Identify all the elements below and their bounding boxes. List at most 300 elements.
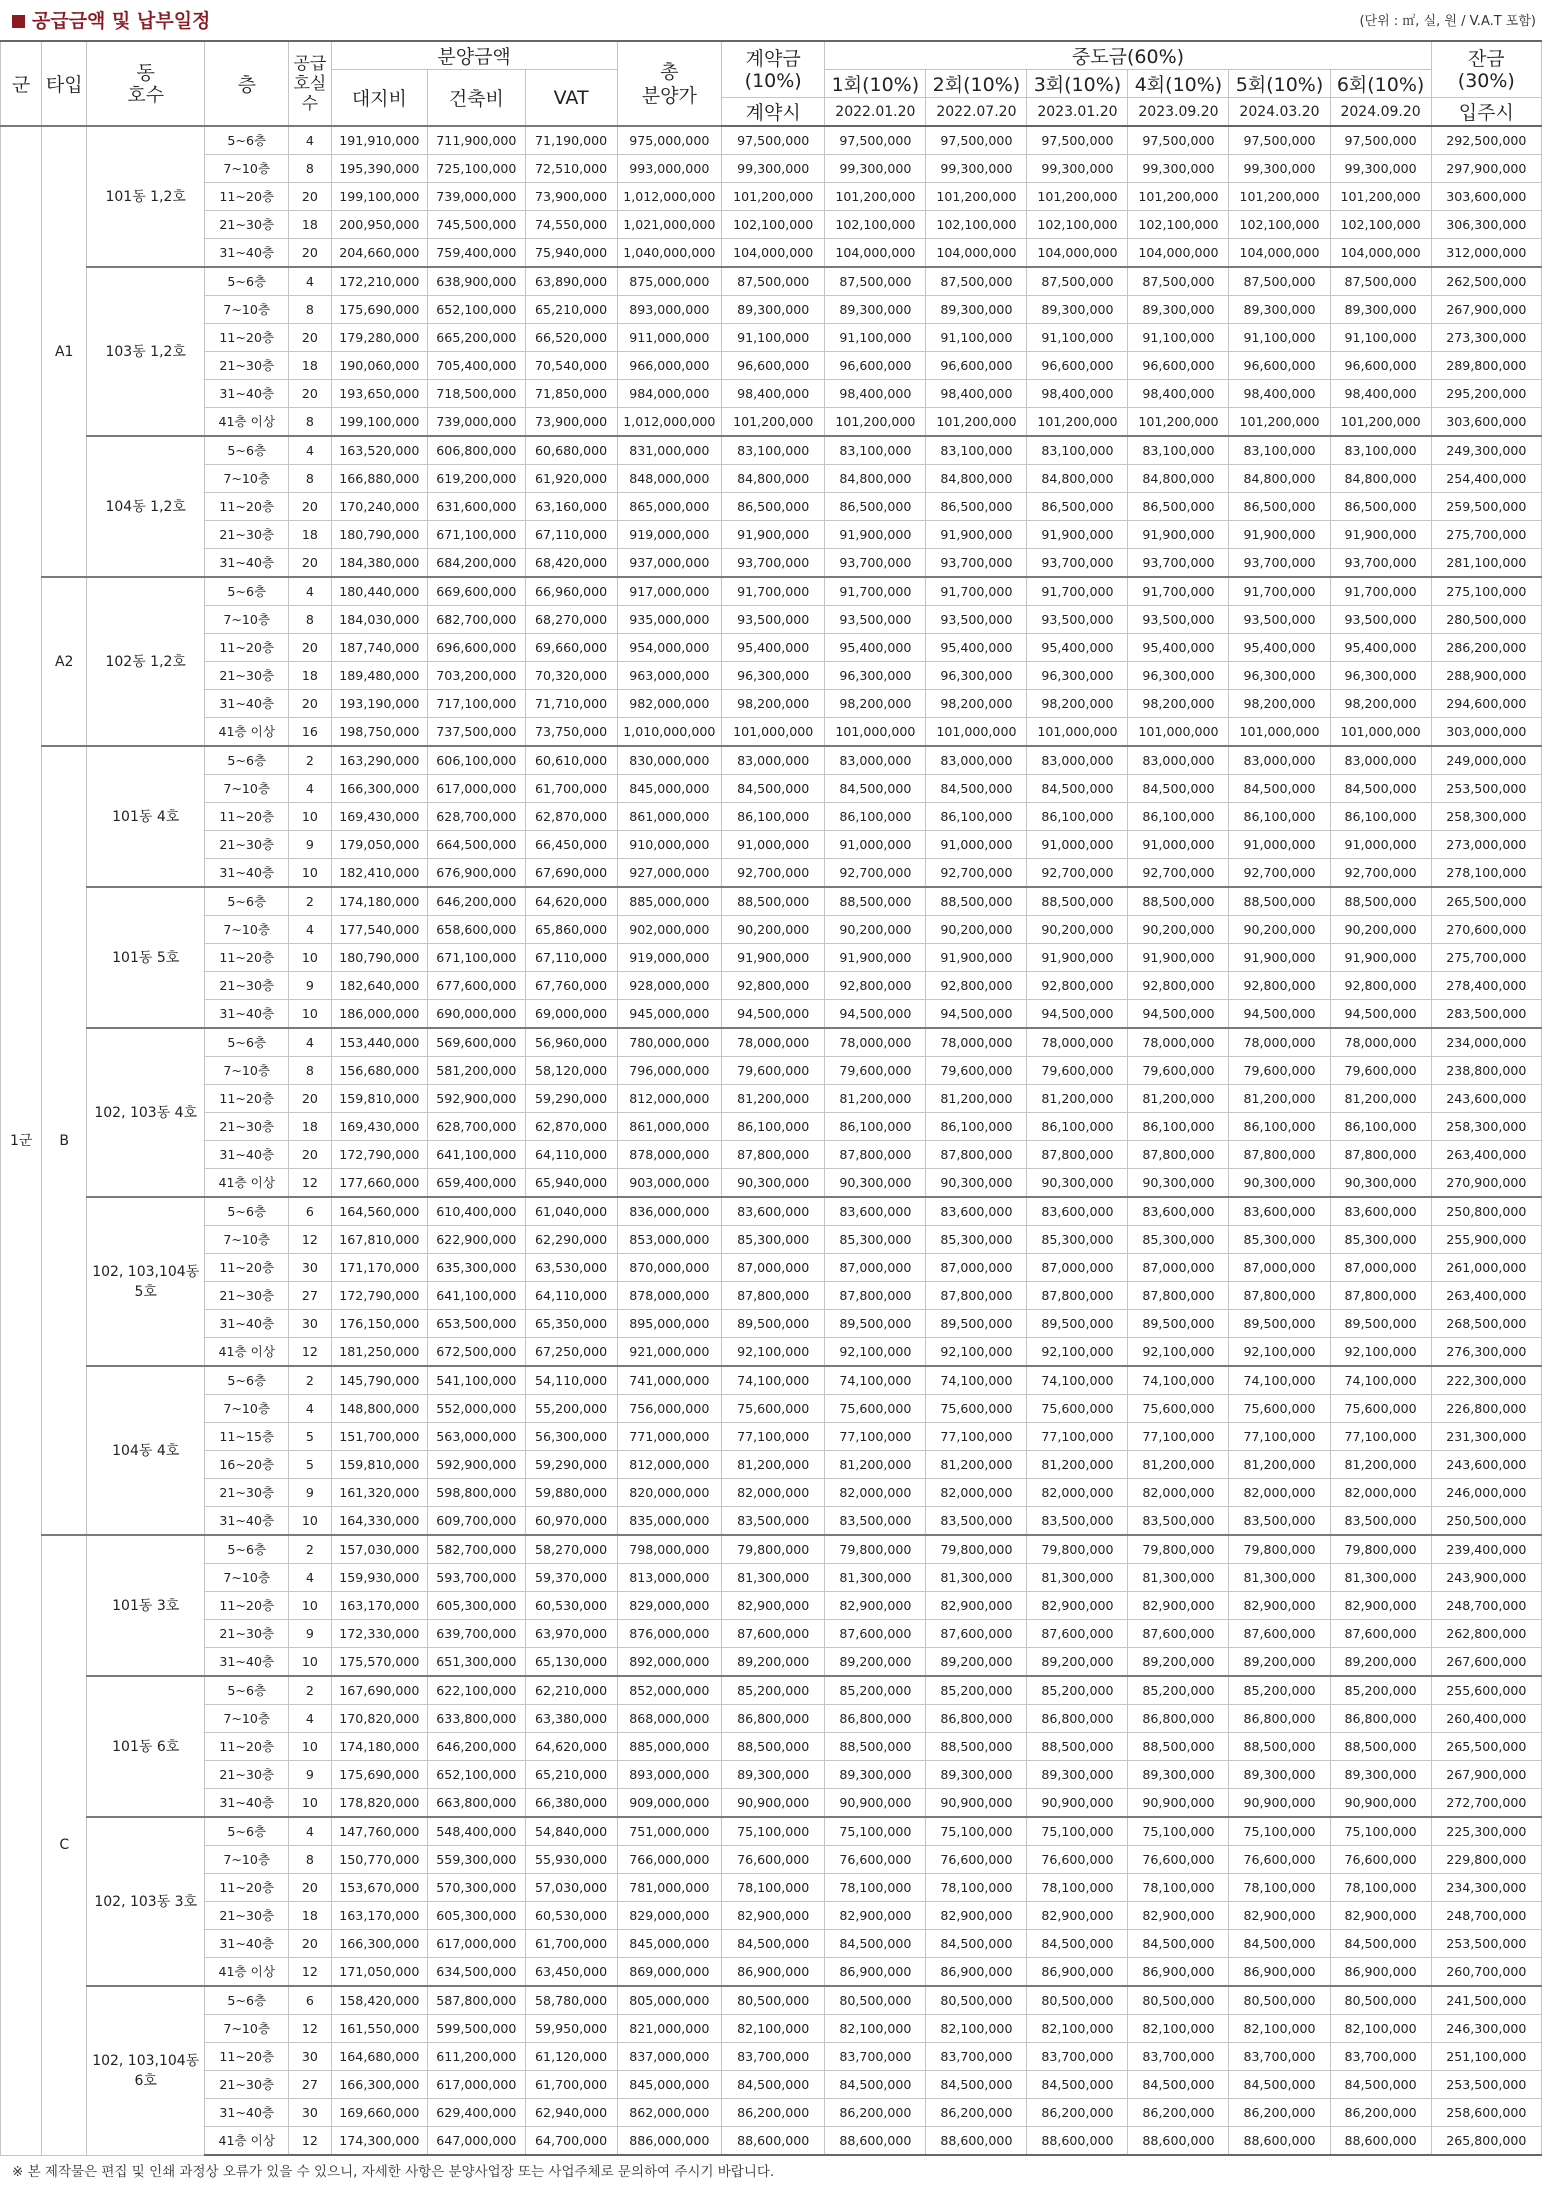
installment-3-cell: 86,100,000 xyxy=(1027,803,1128,831)
units-cell: 8 xyxy=(289,155,331,183)
installment-1-cell: 82,900,000 xyxy=(825,1592,926,1620)
deposit-cell: 89,200,000 xyxy=(722,1648,825,1677)
header-installment-5: 5회(10%) xyxy=(1229,70,1330,98)
installment-3-cell: 96,300,000 xyxy=(1027,662,1128,690)
deposit-cell: 87,500,000 xyxy=(722,267,825,296)
installment-2-cell: 84,500,000 xyxy=(926,1930,1027,1958)
installment-2-cell: 90,300,000 xyxy=(926,1169,1027,1198)
floor-cell: 31~40층 xyxy=(205,549,289,578)
balance-cell: 260,700,000 xyxy=(1431,1958,1541,1987)
installment-4-cell: 87,800,000 xyxy=(1128,1282,1229,1310)
table-row xyxy=(1,324,1542,352)
table-row xyxy=(1,2071,1542,2099)
installment-4-cell: 86,800,000 xyxy=(1128,1705,1229,1733)
balance-cell: 255,600,000 xyxy=(1431,1676,1541,1705)
building-price-cell: 641,100,000 xyxy=(428,1282,526,1310)
deposit-cell: 86,100,000 xyxy=(722,1113,825,1141)
floor-cell: 31~40층 xyxy=(205,1507,289,1536)
dong-cell: 104동 4호 xyxy=(87,1366,205,1535)
installment-6-cell: 86,200,000 xyxy=(1330,2099,1431,2127)
table-row xyxy=(1,1226,1542,1254)
installment-5-cell: 78,000,000 xyxy=(1229,1028,1330,1057)
units-cell: 9 xyxy=(289,1479,331,1507)
installment-3-cell: 86,900,000 xyxy=(1027,1958,1128,1987)
units-cell: 5 xyxy=(289,1423,331,1451)
balance-cell: 278,400,000 xyxy=(1431,972,1541,1000)
installment-1-cell: 86,800,000 xyxy=(825,1705,926,1733)
installment-5-cell: 77,100,000 xyxy=(1229,1423,1330,1451)
installment-5-cell: 91,000,000 xyxy=(1229,831,1330,859)
units-cell: 30 xyxy=(289,2043,331,2071)
land-price-cell: 180,440,000 xyxy=(331,577,427,606)
deposit-cell: 91,900,000 xyxy=(722,944,825,972)
installment-3-cell: 98,400,000 xyxy=(1027,380,1128,408)
installment-6-cell: 86,100,000 xyxy=(1330,803,1431,831)
table-row xyxy=(1,1733,1542,1761)
building-price-cell: 639,700,000 xyxy=(428,1620,526,1648)
vat-cell: 64,620,000 xyxy=(525,887,617,916)
total-price-cell: 910,000,000 xyxy=(617,831,721,859)
installment-3-cell: 90,200,000 xyxy=(1027,916,1128,944)
units-cell: 30 xyxy=(289,1254,331,1282)
installment-3-cell: 87,800,000 xyxy=(1027,1282,1128,1310)
units-cell: 2 xyxy=(289,1676,331,1705)
installment-5-cell: 88,500,000 xyxy=(1229,887,1330,916)
installment-5-cell: 86,100,000 xyxy=(1229,803,1330,831)
installment-6-cell: 94,500,000 xyxy=(1330,1000,1431,1029)
floor-cell: 5~6층 xyxy=(205,1817,289,1846)
installment-5-cell: 83,000,000 xyxy=(1229,746,1330,775)
total-price-cell: 805,000,000 xyxy=(617,1986,721,2015)
header-type: 타입 xyxy=(42,41,87,126)
building-price-cell: 718,500,000 xyxy=(428,380,526,408)
table-row xyxy=(1,1874,1542,1902)
installment-2-cell: 87,800,000 xyxy=(926,1282,1027,1310)
installment-4-cell: 101,200,000 xyxy=(1128,408,1229,437)
balance-cell: 262,500,000 xyxy=(1431,267,1541,296)
table-row xyxy=(1,1761,1542,1789)
balance-cell: 288,900,000 xyxy=(1431,662,1541,690)
vat-cell: 58,270,000 xyxy=(525,1535,617,1564)
deposit-cell: 84,800,000 xyxy=(722,465,825,493)
units-cell: 4 xyxy=(289,126,331,155)
floor-cell: 21~30층 xyxy=(205,1902,289,1930)
installment-1-cell: 89,300,000 xyxy=(825,1761,926,1789)
land-price-cell: 147,760,000 xyxy=(331,1817,427,1846)
deposit-cell: 92,100,000 xyxy=(722,1338,825,1367)
balance-cell: 229,800,000 xyxy=(1431,1846,1541,1874)
units-cell: 20 xyxy=(289,183,331,211)
floor-cell: 11~20층 xyxy=(205,324,289,352)
vat-cell: 67,690,000 xyxy=(525,859,617,888)
installment-1-cell: 87,000,000 xyxy=(825,1254,926,1282)
land-price-cell: 150,770,000 xyxy=(331,1846,427,1874)
land-price-cell: 186,000,000 xyxy=(331,1000,427,1029)
units-cell: 10 xyxy=(289,944,331,972)
installment-5-cell: 104,000,000 xyxy=(1229,239,1330,268)
deposit-cell: 97,500,000 xyxy=(722,126,825,155)
land-price-cell: 175,570,000 xyxy=(331,1648,427,1677)
units-cell: 20 xyxy=(289,239,331,268)
installment-5-cell: 99,300,000 xyxy=(1229,155,1330,183)
installment-4-cell: 84,800,000 xyxy=(1128,465,1229,493)
installment-2-cell: 91,700,000 xyxy=(926,577,1027,606)
deposit-cell: 83,000,000 xyxy=(722,746,825,775)
building-price-cell: 593,700,000 xyxy=(428,1564,526,1592)
deposit-cell: 87,600,000 xyxy=(722,1620,825,1648)
installment-2-cell: 97,500,000 xyxy=(926,126,1027,155)
units-cell: 8 xyxy=(289,1057,331,1085)
installment-2-cell: 86,800,000 xyxy=(926,1705,1027,1733)
installment-4-cell: 102,100,000 xyxy=(1128,211,1229,239)
units-cell: 27 xyxy=(289,2071,331,2099)
units-cell: 4 xyxy=(289,436,331,465)
installment-1-cell: 92,700,000 xyxy=(825,859,926,888)
header-date-5: 2024.03.20 xyxy=(1229,98,1330,127)
installment-1-cell: 98,400,000 xyxy=(825,380,926,408)
installment-1-cell: 81,200,000 xyxy=(825,1451,926,1479)
building-price-cell: 711,900,000 xyxy=(428,126,526,155)
installment-4-cell: 83,700,000 xyxy=(1128,2043,1229,2071)
units-cell: 8 xyxy=(289,606,331,634)
installment-6-cell: 93,700,000 xyxy=(1330,549,1431,578)
building-price-cell: 541,100,000 xyxy=(428,1366,526,1395)
installment-1-cell: 77,100,000 xyxy=(825,1423,926,1451)
installment-4-cell: 90,900,000 xyxy=(1128,1789,1229,1818)
header-deposit-text: 계약금 (10%) xyxy=(744,47,802,92)
total-price-cell: 865,000,000 xyxy=(617,493,721,521)
installment-5-cell: 78,100,000 xyxy=(1229,1874,1330,1902)
balance-cell: 268,500,000 xyxy=(1431,1310,1541,1338)
building-price-cell: 651,300,000 xyxy=(428,1648,526,1677)
installment-4-cell: 91,900,000 xyxy=(1128,521,1229,549)
installment-2-cell: 84,500,000 xyxy=(926,2071,1027,2099)
building-price-cell: 563,000,000 xyxy=(428,1423,526,1451)
installment-5-cell: 91,900,000 xyxy=(1229,521,1330,549)
deposit-cell: 101,200,000 xyxy=(722,183,825,211)
balance-cell: 265,500,000 xyxy=(1431,1733,1541,1761)
installment-3-cell: 92,700,000 xyxy=(1027,859,1128,888)
installment-5-cell: 92,700,000 xyxy=(1229,859,1330,888)
vat-cell: 65,210,000 xyxy=(525,296,617,324)
installment-2-cell: 86,200,000 xyxy=(926,2099,1027,2127)
units-cell: 12 xyxy=(289,1338,331,1367)
installment-2-cell: 85,300,000 xyxy=(926,1226,1027,1254)
floor-cell: 21~30층 xyxy=(205,972,289,1000)
installment-3-cell: 88,600,000 xyxy=(1027,2127,1128,2156)
building-price-cell: 671,100,000 xyxy=(428,944,526,972)
balance-cell: 253,500,000 xyxy=(1431,1930,1541,1958)
balance-cell: 303,600,000 xyxy=(1431,183,1541,211)
installment-1-cell: 95,400,000 xyxy=(825,634,926,662)
floor-cell: 11~20층 xyxy=(205,634,289,662)
total-price-cell: 868,000,000 xyxy=(617,1705,721,1733)
deposit-cell: 96,300,000 xyxy=(722,662,825,690)
header-middle: 중도금(60%) xyxy=(825,41,1431,70)
units-cell: 4 xyxy=(289,577,331,606)
table-row xyxy=(1,1310,1542,1338)
total-price-cell: 870,000,000 xyxy=(617,1254,721,1282)
unit-note: (단위 : ㎡, 실, 원 / V.A.T 포함) xyxy=(1359,14,1536,29)
installment-1-cell: 91,100,000 xyxy=(825,324,926,352)
table-row xyxy=(1,1113,1542,1141)
installment-3-cell: 89,300,000 xyxy=(1027,1761,1128,1789)
installment-3-cell: 89,500,000 xyxy=(1027,1310,1128,1338)
land-price-cell: 161,320,000 xyxy=(331,1479,427,1507)
balance-cell: 289,800,000 xyxy=(1431,352,1541,380)
vat-cell: 64,110,000 xyxy=(525,1282,617,1310)
land-price-cell: 193,650,000 xyxy=(331,380,427,408)
units-cell: 4 xyxy=(289,267,331,296)
installment-1-cell: 91,900,000 xyxy=(825,944,926,972)
units-cell: 9 xyxy=(289,1620,331,1648)
balance-cell: 275,700,000 xyxy=(1431,944,1541,972)
installment-6-cell: 83,500,000 xyxy=(1330,1507,1431,1536)
header-installment-2: 2회(10%) xyxy=(926,70,1027,98)
table-row xyxy=(1,1282,1542,1310)
floor-cell: 31~40층 xyxy=(205,1141,289,1169)
installment-5-cell: 82,900,000 xyxy=(1229,1592,1330,1620)
header-dong-text: 동 호수 xyxy=(127,61,165,106)
total-price-cell: 963,000,000 xyxy=(617,662,721,690)
deposit-cell: 91,000,000 xyxy=(722,831,825,859)
total-price-cell: 893,000,000 xyxy=(617,1761,721,1789)
floor-cell: 7~10층 xyxy=(205,2015,289,2043)
table-row xyxy=(1,2127,1542,2156)
floor-cell: 11~20층 xyxy=(205,1085,289,1113)
installment-2-cell: 91,100,000 xyxy=(926,324,1027,352)
land-price-cell: 148,800,000 xyxy=(331,1395,427,1423)
installment-2-cell: 102,100,000 xyxy=(926,211,1027,239)
vat-cell: 63,890,000 xyxy=(525,267,617,296)
floor-cell: 41층 이상 xyxy=(205,408,289,437)
installment-2-cell: 91,900,000 xyxy=(926,521,1027,549)
header-deposit-when: 계약시 xyxy=(722,98,825,127)
total-price-cell: 895,000,000 xyxy=(617,1310,721,1338)
installment-4-cell: 83,600,000 xyxy=(1128,1197,1229,1226)
installment-2-cell: 82,100,000 xyxy=(926,2015,1027,2043)
total-price-cell: 878,000,000 xyxy=(617,1141,721,1169)
installment-5-cell: 101,200,000 xyxy=(1229,183,1330,211)
balance-cell: 254,400,000 xyxy=(1431,465,1541,493)
units-cell: 20 xyxy=(289,1930,331,1958)
units-cell: 9 xyxy=(289,831,331,859)
units-cell: 20 xyxy=(289,1085,331,1113)
deposit-cell: 83,700,000 xyxy=(722,2043,825,2071)
installment-2-cell: 89,500,000 xyxy=(926,1310,1027,1338)
installment-6-cell: 89,200,000 xyxy=(1330,1648,1431,1677)
land-price-cell: 169,430,000 xyxy=(331,1113,427,1141)
total-price-cell: 993,000,000 xyxy=(617,155,721,183)
installment-3-cell: 81,300,000 xyxy=(1027,1564,1128,1592)
deposit-cell: 85,300,000 xyxy=(722,1226,825,1254)
floor-cell: 5~6층 xyxy=(205,126,289,155)
land-price-cell: 190,060,000 xyxy=(331,352,427,380)
vat-cell: 60,530,000 xyxy=(525,1592,617,1620)
header-date-3: 2023.01.20 xyxy=(1027,98,1128,127)
balance-cell: 248,700,000 xyxy=(1431,1592,1541,1620)
land-price-cell: 169,430,000 xyxy=(331,803,427,831)
installment-5-cell: 92,800,000 xyxy=(1229,972,1330,1000)
land-price-cell: 182,640,000 xyxy=(331,972,427,1000)
installment-4-cell: 83,500,000 xyxy=(1128,1507,1229,1536)
installment-2-cell: 82,000,000 xyxy=(926,1479,1027,1507)
balance-cell: 270,600,000 xyxy=(1431,916,1541,944)
deposit-cell: 83,100,000 xyxy=(722,436,825,465)
floor-cell: 11~20층 xyxy=(205,944,289,972)
balance-cell: 243,600,000 xyxy=(1431,1085,1541,1113)
building-price-cell: 592,900,000 xyxy=(428,1451,526,1479)
land-price-cell: 163,290,000 xyxy=(331,746,427,775)
floor-cell: 31~40층 xyxy=(205,1930,289,1958)
building-price-cell: 646,200,000 xyxy=(428,887,526,916)
installment-3-cell: 90,300,000 xyxy=(1027,1169,1128,1198)
dong-cell: 102, 103동 3호 xyxy=(87,1817,205,1986)
balance-cell: 267,600,000 xyxy=(1431,1648,1541,1677)
vat-cell: 65,130,000 xyxy=(525,1648,617,1677)
vat-cell: 62,870,000 xyxy=(525,803,617,831)
installment-1-cell: 87,600,000 xyxy=(825,1620,926,1648)
total-price-cell: 1,012,000,000 xyxy=(617,183,721,211)
units-cell: 18 xyxy=(289,521,331,549)
installment-5-cell: 101,000,000 xyxy=(1229,718,1330,747)
installment-2-cell: 95,400,000 xyxy=(926,634,1027,662)
floor-cell: 11~20층 xyxy=(205,1733,289,1761)
balance-cell: 253,500,000 xyxy=(1431,775,1541,803)
building-price-cell: 631,600,000 xyxy=(428,493,526,521)
deposit-cell: 82,000,000 xyxy=(722,1479,825,1507)
deposit-cell: 89,300,000 xyxy=(722,1761,825,1789)
installment-5-cell: 84,800,000 xyxy=(1229,465,1330,493)
installment-1-cell: 87,800,000 xyxy=(825,1282,926,1310)
installment-6-cell: 82,100,000 xyxy=(1330,2015,1431,2043)
land-price-cell: 164,680,000 xyxy=(331,2043,427,2071)
land-price-cell: 172,790,000 xyxy=(331,1282,427,1310)
installment-6-cell: 90,200,000 xyxy=(1330,916,1431,944)
total-price-cell: 820,000,000 xyxy=(617,1479,721,1507)
installment-2-cell: 83,000,000 xyxy=(926,746,1027,775)
installment-1-cell: 83,000,000 xyxy=(825,746,926,775)
total-price-cell: 878,000,000 xyxy=(617,1282,721,1310)
installment-6-cell: 101,000,000 xyxy=(1330,718,1431,747)
installment-2-cell: 86,900,000 xyxy=(926,1958,1027,1987)
group-cell: 1군 xyxy=(1,126,42,2155)
balance-cell: 249,000,000 xyxy=(1431,746,1541,775)
units-cell: 10 xyxy=(289,859,331,888)
table-row xyxy=(1,662,1542,690)
dong-cell: 102, 103,104동 6호 xyxy=(87,1986,205,2155)
balance-cell: 283,500,000 xyxy=(1431,1000,1541,1029)
installment-2-cell: 89,300,000 xyxy=(926,1761,1027,1789)
land-price-cell: 159,810,000 xyxy=(331,1085,427,1113)
installment-4-cell: 87,000,000 xyxy=(1128,1254,1229,1282)
vat-cell: 60,530,000 xyxy=(525,1902,617,1930)
units-cell: 20 xyxy=(289,324,331,352)
installment-3-cell: 84,800,000 xyxy=(1027,465,1128,493)
building-price-cell: 745,500,000 xyxy=(428,211,526,239)
installment-6-cell: 91,700,000 xyxy=(1330,577,1431,606)
floor-cell: 11~20층 xyxy=(205,1592,289,1620)
units-cell: 30 xyxy=(289,2099,331,2127)
balance-cell: 253,500,000 xyxy=(1431,2071,1541,2099)
units-cell: 20 xyxy=(289,1141,331,1169)
balance-cell: 222,300,000 xyxy=(1431,1366,1541,1395)
installment-4-cell: 86,200,000 xyxy=(1128,2099,1229,2127)
installment-3-cell: 89,300,000 xyxy=(1027,296,1128,324)
vat-cell: 61,920,000 xyxy=(525,465,617,493)
total-price-cell: 741,000,000 xyxy=(617,1366,721,1395)
dong-cell: 101동 3호 xyxy=(87,1535,205,1676)
installment-1-cell: 84,500,000 xyxy=(825,2071,926,2099)
balance-cell: 243,900,000 xyxy=(1431,1564,1541,1592)
vat-cell: 61,700,000 xyxy=(525,2071,617,2099)
floor-cell: 21~30층 xyxy=(205,1479,289,1507)
installment-3-cell: 86,200,000 xyxy=(1027,2099,1128,2127)
installment-4-cell: 93,500,000 xyxy=(1128,606,1229,634)
floor-cell: 5~6층 xyxy=(205,1028,289,1057)
installment-5-cell: 85,200,000 xyxy=(1229,1676,1330,1705)
building-price-cell: 663,800,000 xyxy=(428,1789,526,1818)
installment-3-cell: 83,600,000 xyxy=(1027,1197,1128,1226)
installment-2-cell: 96,600,000 xyxy=(926,352,1027,380)
table-row xyxy=(1,1423,1542,1451)
vat-cell: 65,860,000 xyxy=(525,916,617,944)
deposit-cell: 93,700,000 xyxy=(722,549,825,578)
building-price-cell: 677,600,000 xyxy=(428,972,526,1000)
units-cell: 20 xyxy=(289,690,331,718)
installment-6-cell: 101,200,000 xyxy=(1330,408,1431,437)
floor-cell: 31~40층 xyxy=(205,690,289,718)
deposit-cell: 86,900,000 xyxy=(722,1958,825,1987)
installment-6-cell: 95,400,000 xyxy=(1330,634,1431,662)
installment-5-cell: 83,700,000 xyxy=(1229,2043,1330,2071)
balance-cell: 260,400,000 xyxy=(1431,1705,1541,1733)
installment-3-cell: 81,200,000 xyxy=(1027,1085,1128,1113)
land-price-cell: 176,150,000 xyxy=(331,1310,427,1338)
installment-3-cell: 91,900,000 xyxy=(1027,521,1128,549)
dong-cell: 103동 1,2호 xyxy=(87,267,205,436)
deposit-cell: 81,200,000 xyxy=(722,1451,825,1479)
total-price-cell: 869,000,000 xyxy=(617,1958,721,1987)
installment-4-cell: 78,000,000 xyxy=(1128,1028,1229,1057)
units-cell: 18 xyxy=(289,1902,331,1930)
balance-cell: 297,900,000 xyxy=(1431,155,1541,183)
installment-5-cell: 81,300,000 xyxy=(1229,1564,1330,1592)
total-price-cell: 845,000,000 xyxy=(617,2071,721,2099)
units-cell: 10 xyxy=(289,803,331,831)
installment-5-cell: 83,100,000 xyxy=(1229,436,1330,465)
balance-cell: 273,300,000 xyxy=(1431,324,1541,352)
header-installment-3: 3회(10%) xyxy=(1027,70,1128,98)
total-price-cell: 845,000,000 xyxy=(617,775,721,803)
floor-cell: 31~40층 xyxy=(205,1310,289,1338)
deposit-cell: 79,600,000 xyxy=(722,1057,825,1085)
installment-3-cell: 98,200,000 xyxy=(1027,690,1128,718)
vat-cell: 68,420,000 xyxy=(525,549,617,578)
installment-1-cell: 82,000,000 xyxy=(825,1479,926,1507)
vat-cell: 71,190,000 xyxy=(525,126,617,155)
installment-2-cell: 101,000,000 xyxy=(926,718,1027,747)
deposit-cell: 75,600,000 xyxy=(722,1395,825,1423)
floor-cell: 16~20층 xyxy=(205,1451,289,1479)
deposit-cell: 104,000,000 xyxy=(722,239,825,268)
table-row xyxy=(1,1846,1542,1874)
installment-3-cell: 84,500,000 xyxy=(1027,2071,1128,2099)
building-price-cell: 725,100,000 xyxy=(428,155,526,183)
deposit-cell: 88,500,000 xyxy=(722,887,825,916)
balance-cell: 263,400,000 xyxy=(1431,1282,1541,1310)
installment-1-cell: 81,200,000 xyxy=(825,1085,926,1113)
